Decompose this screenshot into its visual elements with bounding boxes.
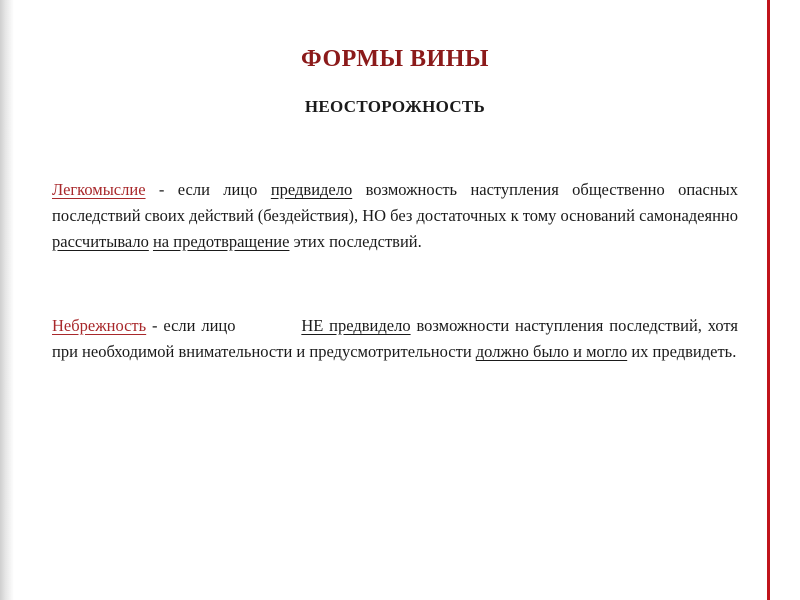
paragraph-recklessness (52, 177, 738, 255)
slide-title: ФОРМЫ ВИНЫ (301, 46, 489, 72)
underlined-counted-on: рассчитывало (52, 232, 149, 251)
text-segment: - если лицо (145, 180, 271, 199)
underlined-did-not-foresee: НЕ предвидело (301, 316, 411, 335)
underlined-prevention: на предотвращение (152, 232, 290, 251)
text-segment: их предвидеть. (627, 342, 737, 361)
underlined-foresaw: предвидело (270, 180, 353, 199)
text-segment: - если лицо (146, 316, 242, 335)
text-segment: возможности наступления последствий, хотя при необходимой внимательности и предусмотрительности (52, 316, 738, 361)
slide-subtitle: НЕОСТОРОЖНОСТЬ (304, 97, 486, 116)
accent-line (767, 0, 770, 600)
underlined-should-have: должно было и могло (475, 342, 628, 361)
paragraph-negligence (52, 313, 738, 365)
text-segment: возможность наступления общественно опасных последствий своих действий (бездействия), НО без достаточных к тому оснований самонадеянно (52, 180, 738, 225)
text-segment: этих последствий. (289, 232, 422, 251)
slide-edge-shadow (0, 0, 14, 600)
term-negligence: Небрежность (52, 316, 147, 335)
term-recklessness: Легкомыслие (52, 180, 146, 199)
